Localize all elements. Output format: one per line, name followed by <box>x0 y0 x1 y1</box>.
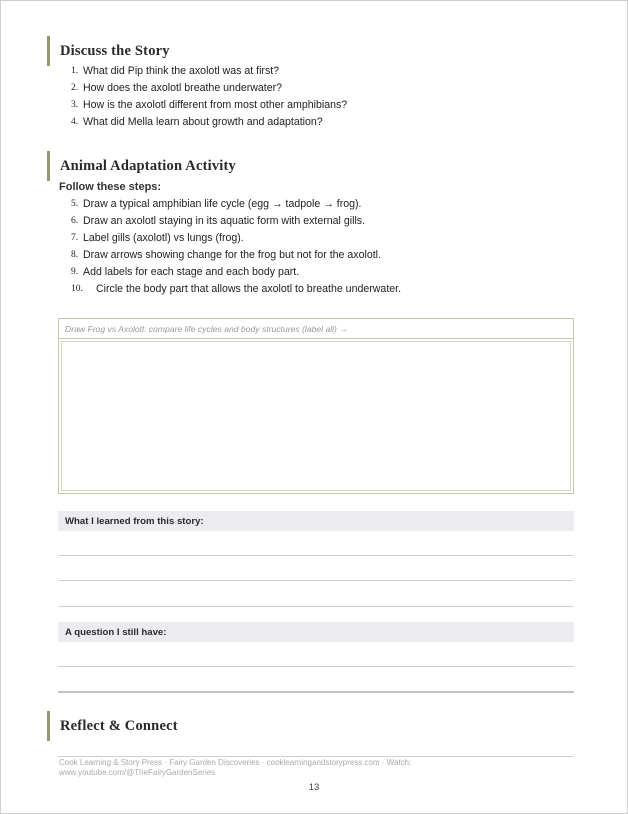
question-number: 4. <box>71 117 79 127</box>
activity-steps <box>71 196 401 298</box>
discuss-heading <box>47 36 567 66</box>
step-number: 8. <box>71 250 79 260</box>
drawing-box <box>58 318 574 494</box>
writing-line[interactable] <box>58 666 574 667</box>
step-number: 6. <box>71 216 79 226</box>
question-number: 1. <box>71 66 79 76</box>
footer-divider <box>58 756 574 757</box>
question-text: What did Pip think the axolotl was at first? <box>83 65 280 77</box>
question-item <box>71 80 347 97</box>
step-text: Circle the body part that allows the axolotl to breathe underwater. <box>96 283 402 295</box>
step-text: Label gills (axolotl) vs lungs (frog). <box>83 232 244 244</box>
step-text: Draw arrows showing change for the frog but not for the axolotl. <box>83 249 381 261</box>
step-item <box>71 247 401 264</box>
drawing-caption: Draw Frog vs Axolotl: compare life cycles and body structures (label all) → <box>59 319 573 339</box>
reflect-heading <box>47 711 567 741</box>
step-number: 10. <box>71 284 83 294</box>
drawing-area[interactable] <box>61 341 571 491</box>
step-text: Draw a typical amphibian life cycle (egg → tadpole → frog). <box>83 198 362 210</box>
step-text: Add labels for each stage and each body part. <box>83 266 300 278</box>
step-item <box>71 264 401 281</box>
question-item <box>71 63 347 80</box>
question-number: 2. <box>71 83 79 93</box>
steps-label: Follow these steps: <box>59 181 162 193</box>
writing-line[interactable] <box>58 580 574 581</box>
activity-title: Animal Adaptation Activity <box>60 157 236 174</box>
question-text: What did Mella learn about growth and adaptation? <box>83 116 323 128</box>
step-item <box>71 196 401 213</box>
reflect-title: Reflect & Connect <box>60 717 178 734</box>
step-number: 5. <box>71 199 79 209</box>
learned-label: What I learned from this story: <box>58 511 574 531</box>
step-number: 7. <box>71 233 79 243</box>
activity-heading <box>47 151 567 181</box>
question-item <box>71 97 347 114</box>
step-number: 9. <box>71 267 79 277</box>
discuss-title: Discuss the Story <box>60 42 170 59</box>
question-text: How does the axolotl breathe underwater? <box>83 82 283 94</box>
writing-line[interactable] <box>58 691 574 693</box>
step-item <box>71 213 401 230</box>
step-text: Draw an axolotl staying in its aquatic form with external gills. <box>83 215 366 227</box>
writing-line[interactable] <box>58 555 574 556</box>
page-number: 13 <box>308 782 320 793</box>
question-label: A question I still have: <box>58 622 574 642</box>
step-item <box>71 281 401 298</box>
footer-text: Cook Learning & Story Press · Fairy Garden Discoveries · cooklearningandstorypress.com · Watch: www.youtube.com/@TheFairyGardenSeries <box>59 758 412 777</box>
discussion-questions <box>71 63 347 131</box>
question-item <box>71 114 347 131</box>
step-item <box>71 230 401 247</box>
question-number: 3. <box>71 100 79 110</box>
question-text: How is the axolotl different from most other amphibians? <box>83 99 348 111</box>
writing-line[interactable] <box>58 606 574 607</box>
